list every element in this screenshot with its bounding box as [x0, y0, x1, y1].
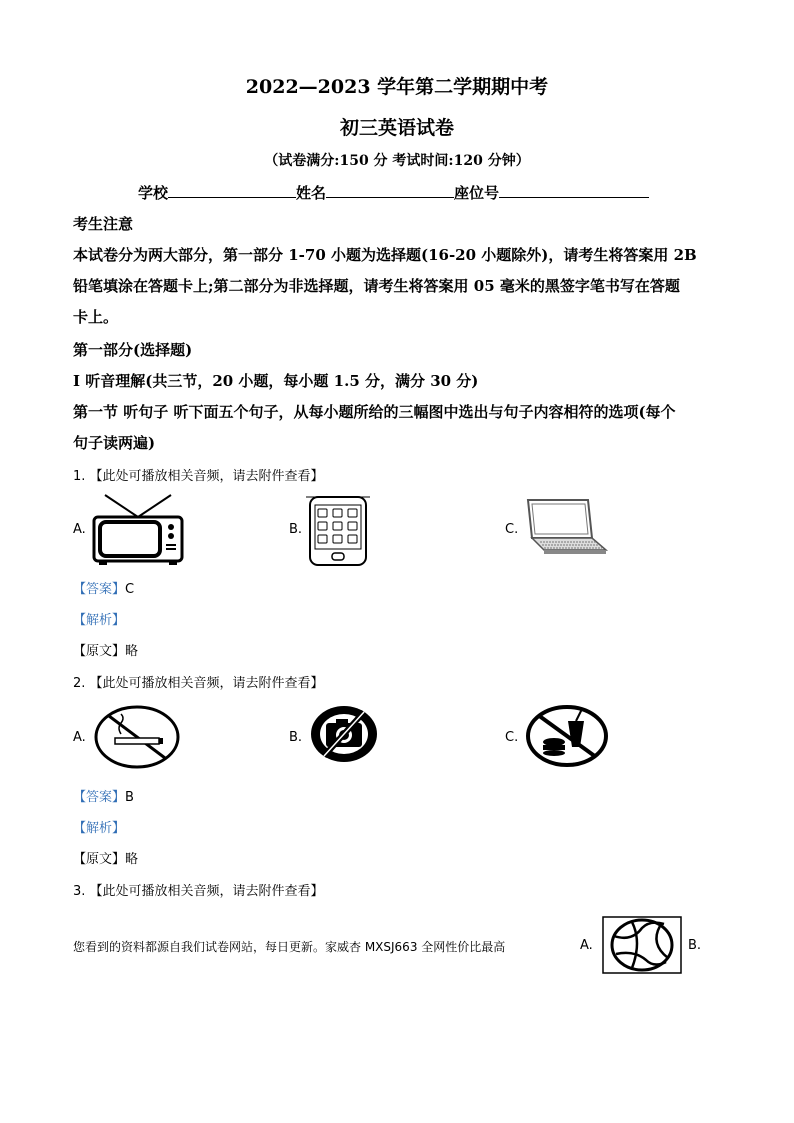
q2-original-value: 略 — [125, 852, 139, 867]
q1-original-tag: 【原文】 — [73, 644, 126, 659]
name-blank[interactable] — [326, 183, 454, 198]
q2-answer-tag: 【答案】 — [73, 790, 126, 805]
notice-line-2: 铅笔填涂在答题卡上;第二部分为非选择题，请考生将答案用 05 毫米的黑签字笔书写在答题 — [73, 277, 680, 295]
question-3-stem: 3. 【此处可播放相关音频，请去附件查看】 — [73, 884, 324, 899]
question-1-stem: 1. 【此处可播放相关音频，请去附件查看】 — [73, 469, 324, 484]
instruction-line-1: 第一节 听句子 听下面五个句子，从每小题所给的三幅图中选出与句子内容相符的选项(每个 — [73, 403, 676, 421]
q1-answer — [73, 578, 134, 597]
school-label: 学校 — [138, 184, 169, 202]
volleyball-icon — [602, 916, 682, 974]
seat-blank[interactable] — [499, 183, 649, 198]
q1-original — [73, 640, 138, 659]
notice-heading: 考生注意 — [73, 215, 134, 233]
q2-answer-value: B — [125, 790, 134, 805]
instruction-line-2: 句子读两遍) — [73, 434, 156, 452]
notice-line-3: 卡上。 — [73, 308, 119, 326]
smartphone-icon — [306, 495, 370, 567]
q1-option-b-label[interactable]: B. — [289, 522, 303, 537]
q2-original-tag: 【原文】 — [73, 852, 126, 867]
q2-analysis — [73, 817, 125, 836]
q1-answer-tag: 【答案】 — [73, 582, 126, 597]
exam-title: 2022—2023 学年第二学期期中考 — [245, 76, 549, 98]
q1-original-value: 略 — [125, 644, 139, 659]
q1-option-a-label[interactable]: A. — [73, 522, 86, 537]
q2-answer — [73, 786, 134, 805]
student-info-row — [138, 182, 649, 203]
q2-analysis-tag: 【解析】 — [73, 821, 126, 836]
q1-option-c-label[interactable]: C. — [505, 522, 519, 537]
q2-option-c-label[interactable]: C. — [505, 730, 519, 745]
notice-line-1: 本试卷分为两大部分，第一部分 1-70 小题为选择题(16-20 小题除外)，请考生将答案用 2B — [73, 246, 697, 264]
seat-label: 座位号 — [454, 184, 500, 202]
question-2-stem: 2. 【此处可播放相关音频，请去附件查看】 — [73, 676, 324, 691]
q3-option-a-label[interactable]: A. — [580, 938, 593, 953]
name-label: 姓名 — [296, 184, 327, 202]
no-food-icon — [524, 703, 610, 769]
watermark-text: 您看到的资料都源自我们试卷网站，每日更新。家威杏 MXSJ663 全网性价比最高 — [73, 940, 506, 954]
exam-subtitle: 初三英语试卷 — [339, 117, 454, 139]
television-icon — [93, 493, 183, 565]
laptop-icon — [522, 498, 606, 556]
q1-answer-value: C — [125, 582, 135, 597]
school-blank[interactable] — [168, 183, 296, 198]
q1-analysis-tag: 【解析】 — [73, 613, 126, 628]
section-heading: I 听音理解(共三节，20 小题，每小题 1.5 分，满分 30 分) — [73, 372, 479, 390]
no-camera-icon — [309, 704, 379, 764]
q2-option-b-label[interactable]: B. — [289, 730, 303, 745]
no-smoking-icon — [93, 704, 181, 770]
q2-option-a-label[interactable]: A. — [73, 730, 86, 745]
q1-analysis — [73, 609, 125, 628]
q3-option-b-label[interactable]: B. — [688, 938, 702, 953]
exam-info: （试卷满分:150 分 考试时间:120 分钟） — [264, 153, 530, 169]
part1-heading: 第一部分(选择题) — [73, 341, 193, 359]
q2-original — [73, 848, 138, 867]
